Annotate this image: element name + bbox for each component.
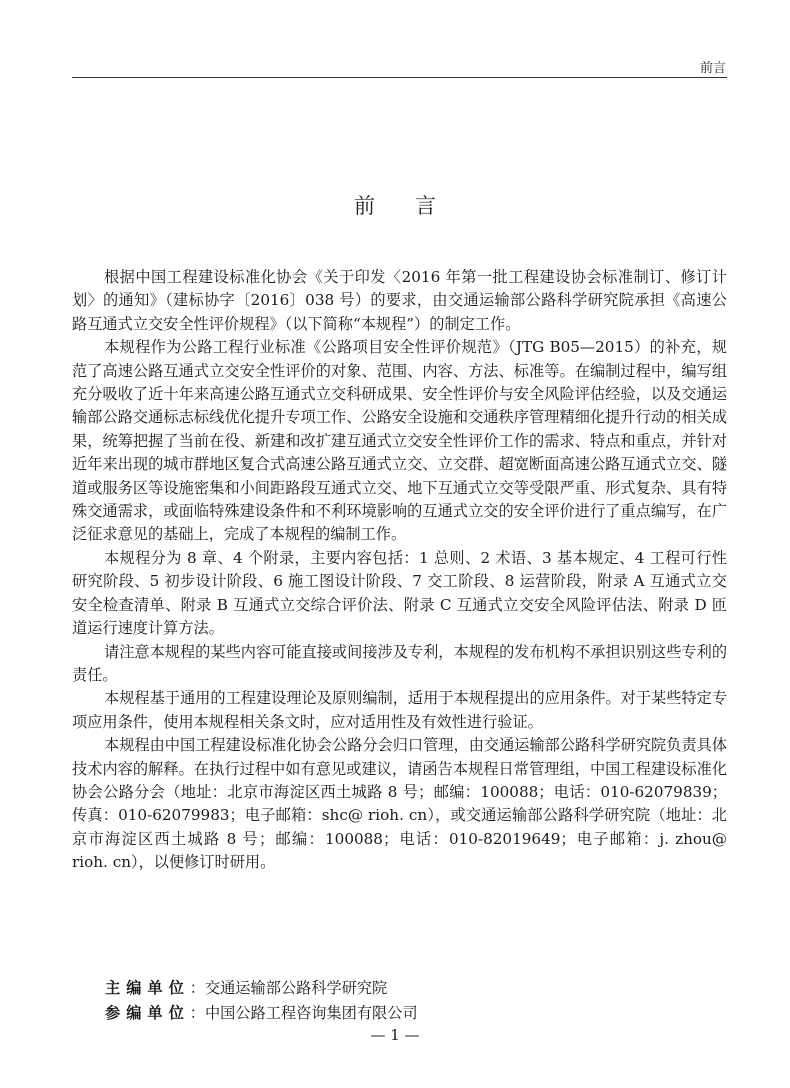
paragraph-6: 本规程由中国工程建设标准化协会公路分会归口管理，由交通运输部公路科学研究院负责具体技术内容的解释。在执行过程中如有意见或建议，请函告本规程日常管理组，中国工程建设标准化协会公路分会（地址：北京市海淀区西土城路 8 号；邮编：100088；电话：010-62079839；传真：010-62079983；电子邮箱：shc@ rioh. cn），或交通运输部公路科学研究院（地址：北京市海淀区西土城路 8 号；邮编：100088；电话：010-82019649；电子邮箱：j. zhou@ rioh. cn），以便修订时研用。 <box>72 736 727 872</box>
paragraph-1: 根据中国工程建设标准化协会《关于印发〈2016 年第一批工程建设协会标准制订、修订计划〉的通知》（建标协字〔2016〕038 号）的要求，由交通运输部公路科学研究院承担《高速公路互通式立交安全性评价规程》（以下简称“本规程”）的制定工作。 <box>72 268 727 333</box>
page-title: 前言 <box>354 194 476 218</box>
body-text <box>72 266 727 875</box>
editor-info <box>105 976 418 1026</box>
paragraph-4: 请注意本规程的某些内容可能直接或间接涉及专利，本规程的发布机构不承担识别这些专利的责任。 <box>72 642 727 684</box>
paragraph-2: 本规程作为公路工程行业标准《公路项目安全性评价规范》（JTG B05—2015）的补充，规范了高速公路互通式立交安全性评价的对象、范围、内容、方法、标准等。在编制过程中，编写组充分吸收了近十年来高速公路互通式立交科研成果、安全性评价与安全风险评估经验，以及交通运输部公路交通标志标线优化提升专项工作、公路安全设施和交通秩序管理精细化提升行动的相关成果，统筹把握了当前在役、新建和改扩建互通式立交安全性评价工作的需求、特点和重点，并针对近年来出现的城市群地区复合式高速公路互通式立交、立交群、超宽断面高速公路互通式立交、隧道或服务区等设施密集和小间距路段互通式立交、地下互通式立交等受限严重、形式复杂、具有特殊交通需求，或面临特殊建设条件和不利环境影响的互通式立交的安全评价进行了重点编写，在广泛征求意见的基础上，完成了本规程的编制工作。 <box>72 338 727 544</box>
label-colon: ： <box>189 979 205 997</box>
participating-editor-value: 中国公路工程咨询集团有限公司 <box>204 1004 418 1022</box>
chief-editor-value: 交通运输部公路科学研究院 <box>204 979 388 997</box>
participating-editor-row <box>105 1001 418 1026</box>
paragraph-5: 本规程基于通用的工程建设理论及原则编制，适用于本规程提出的应用条件。对于某些特定专项应用条件，使用本规程相关条文时，应对适用性及有效性进行验证。 <box>72 689 727 731</box>
running-header-title: 前言 <box>699 61 726 76</box>
chief-editor-label: 主编单位 <box>105 979 190 997</box>
page-number: — 1 — <box>370 1026 420 1044</box>
participating-editor-label: 参编单位 <box>105 1004 190 1022</box>
label-colon: ： <box>189 1004 205 1022</box>
chief-editor-row <box>105 976 418 1001</box>
header-rule <box>72 77 727 78</box>
paragraph-3: 本规程分为 8 章、4 个附录，主要内容包括：1 总则、2 术语、3 基本规定、4 工程可行性研究阶段、5 初步设计阶段、6 施工图设计阶段、7 交工阶段、8 运营阶段，附录 A 互通式立交安全检查清单、附录 B 互通式立交综合评价法、附录 C 互通式立交安全风险评估法、附录 D 匝道运行速度计算方法。 <box>72 548 727 638</box>
